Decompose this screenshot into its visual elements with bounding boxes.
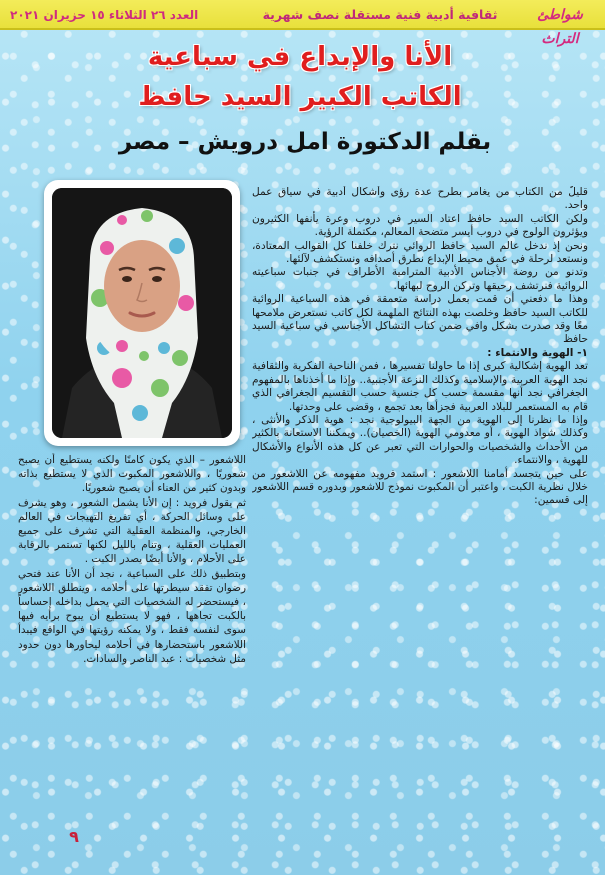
issue-info: العدد ٢٦ الثلاثاء ١٥ حزيران ٢٠٢١	[10, 8, 199, 22]
page-number: ٩	[69, 827, 79, 846]
paragraph: ولكن الكاتب السيد حافظ اعتاد السير في دروب وعرة يأنفها الكثيرون ويؤثرون الولوج في دروب أيسر متضحة المعالم، مكتملة الرؤية.	[252, 212, 588, 239]
paragraph: وبتطبيق ذلك على السباعية ، نجد أن الأنا عند فتحي رضوان تفقد سيطرتها على أحلامه ، وينطلق اللاشعور ، فيستحضر له الشخصيات التي يحمل بداخله إحساساً بالكبت تجاهها ، فهو لا يستطيع أن يبوح برأيه فيها سوى لنفسه فقط ، ولا يمكنه رؤيتها في الواقع فيبدأ اللاشعور باستحضارها في أحلامه ليحاورها دون حدود مثل شخصيات : عبد الناصر والسادات.	[18, 567, 246, 665]
magazine-logo: شواطئ التراث	[537, 7, 583, 47]
paragraph: تعد الهوية إشكالية كبرى إذا ما حاولنا تفسيرها ، فمن الناحية الفكرية والثقافية نجد الهوية العربية والإسلامية وكذلك النزعة الأجنبية.. وإذا ما أخذناها بالمفهوم الجغرافي نجد أنها مقسمة حسب كل جنسية حسب التقسيم الجغرافي الذي قام به المستعمر للبلاد العربية فجزأها بعد تجمع ، وقضى على وحدتها.	[252, 360, 588, 413]
paragraph: وتدنو من روضة الأجناس الأدبية المترامية الأطراف في جنبات سباعيته الروائية فنرتشف رحيقها وتركن الروح لبهائها.	[252, 266, 588, 292]
article-text-right-column	[252, 186, 588, 808]
magazine-tagline: ثقافية أدبية فنية مستقلة نصف شهرية	[262, 7, 498, 22]
article-byline: بقلم الدكتورة امل درويش – مصر	[118, 129, 492, 155]
paragraph: اللاشعور – الذي يكون كامنًا ولكنه يستطيع أن يصبح شعوريًا ، واللاشعور المكبوت الذي لا يستطيع بذاته وبدون كثير من العناء أن يصبح شعوريًا.	[18, 454, 246, 495]
author-photo-frame	[44, 180, 240, 446]
paragraph: ونحن إذ ندخل عالم السيد حافظ الروائي نترك خلفنا كل القوالب المعتادة، ونستعد لرحلة في عمق محيط الإبداع نطرق أصدافه ونستكشف لآلئها.	[252, 239, 588, 266]
paragraph: وهذا ما دفعني أن قمت بعمل دراسة متعمقة في هذه السباعية الروائية للكاتب السيد حافظ وخلصت بهذه النتائج الملهمة لكل كاتب نستعرض ملامحها معًا وقد صدرت بشكل وافي ضمن كتاب التشاكل الأجناسي في سباعية السيد حافظ	[252, 293, 588, 346]
paragraph: على حين يتجسد أمامنا اللاشعور : استمد فرويد مفهومه عن اللاشعور من خلال نظرية الكبت ، واعتبر أن المكبوت نموذج للاشعور وبدوره قسم اللاشعور إلى قسمين:	[252, 467, 588, 507]
paragraph: ثم يقول فرويد : إن الأنا يشمل الشعور ، وهو يشرف على وسائل الحركة ، أي تفريغ التهيجات في العالم الخارجي، والمنظمة العقلية التي تشرف على جميع العمليات العقلية ، وتنام بالليل لكنها تستمر بالرقابة على الأحلام ، والأنا أيضًا يصدر الكبت .	[18, 496, 246, 566]
paragraph: قليلٌ من الكتاب من يغامر بطرح عدة رؤى وأشكال أدبية في سياق عمل واحد.	[252, 186, 588, 212]
article-text-left-column	[18, 453, 246, 783]
article-title-line-2: الكاتب الكبير السيد حافظ	[138, 82, 462, 112]
author-portrait-icon	[52, 188, 232, 438]
section-heading: ١- الهوية والانتماء :	[487, 346, 588, 359]
top-banner	[0, 0, 605, 47]
article-title-line-1: الأنا والإبداع في سباعية	[147, 42, 453, 72]
paragraph: وإذا ما نظرنا إلى الهوية من الجهة البيولوجية نجد : هوية الذكر والأنثى ، وكذلك شواذ الهوية ، أو معدومي الهوية (الخصيان).. ويمكننا الاستعانة بالكثير من الأحداث والشخصيات والحوارات التي تعبر عن كل هذه الأنواع والأشكال للهوية ، والانتماء.	[252, 413, 588, 467]
